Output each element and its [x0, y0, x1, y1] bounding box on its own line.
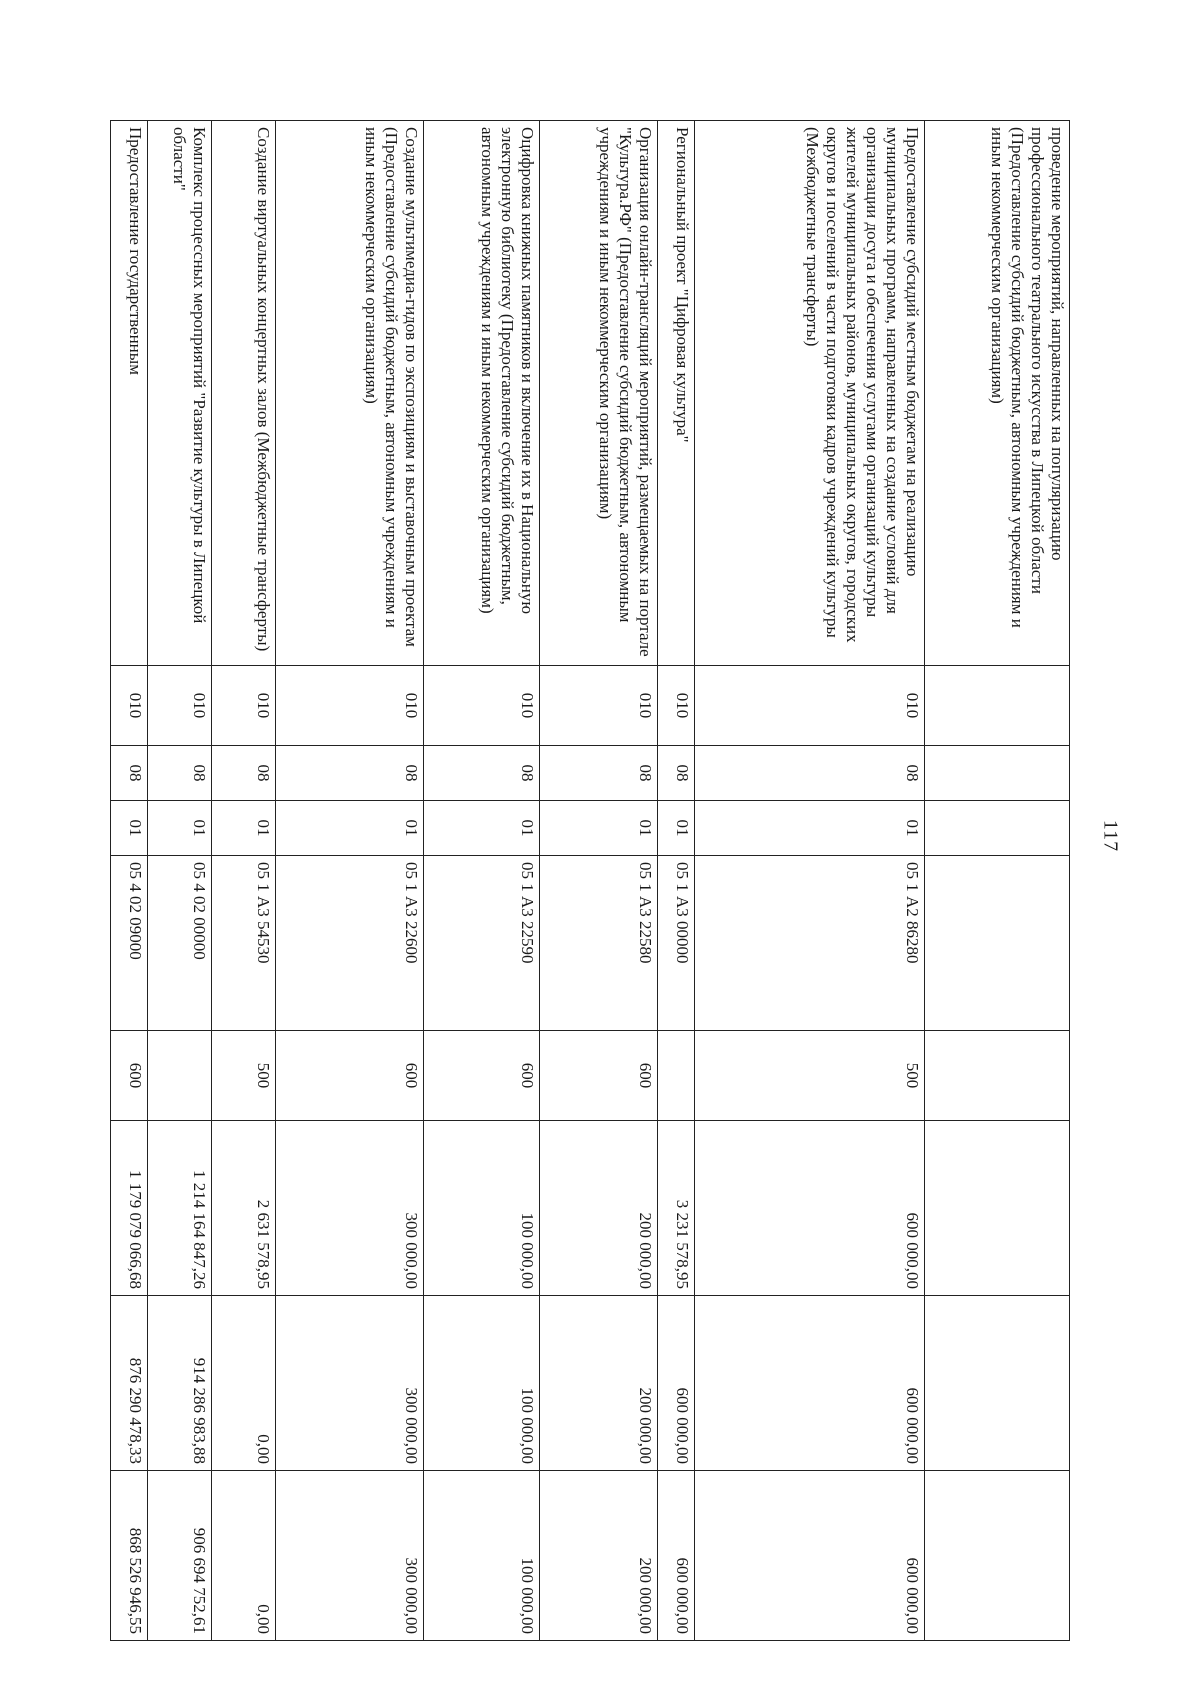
table-row	[924, 121, 1069, 1641]
cell-csr: 05 1 А3 22590	[424, 856, 540, 1031]
table-row	[276, 121, 424, 1641]
table-row	[424, 121, 540, 1641]
cell-year2: 600 000,00	[695, 1296, 924, 1471]
cell-name: Оцифровка книжных памятников и включение их в Национальную электронную библиотеку (Предоставление субсидий бюджетным, автономным учреждениям и иным некоммерческим организациям)	[424, 121, 540, 666]
cell-year1: 300 000,00	[276, 1121, 424, 1296]
cell-ved: 010	[658, 666, 695, 746]
cell-rz: 08	[540, 746, 658, 801]
cell-vr	[924, 1031, 1069, 1121]
budget-table	[110, 120, 1070, 1641]
cell-year1: 2 631 578,95	[212, 1121, 276, 1296]
cell-year2: 600 000,00	[658, 1296, 695, 1471]
cell-vr	[658, 1031, 695, 1121]
cell-rz: 08	[111, 746, 148, 801]
cell-name: Региональный проект "Цифровая культура"	[658, 121, 695, 666]
cell-year2: 0,00	[212, 1296, 276, 1471]
cell-year2	[924, 1296, 1069, 1471]
table-row	[111, 121, 148, 1641]
budget-table-body	[111, 121, 1070, 1641]
cell-year3: 600 000,00	[658, 1471, 695, 1641]
cell-csr	[924, 856, 1069, 1031]
cell-vr: 600	[540, 1031, 658, 1121]
cell-vr: 600	[111, 1031, 148, 1121]
cell-ved: 010	[111, 666, 148, 746]
cell-vr: 500	[212, 1031, 276, 1121]
cell-rz	[924, 746, 1069, 801]
cell-vr: 600	[424, 1031, 540, 1121]
cell-ved: 010	[695, 666, 924, 746]
cell-year3: 100 000,00	[424, 1471, 540, 1641]
cell-csr: 05 4 02 00000	[148, 856, 212, 1031]
cell-year1: 1 179 079 066,68	[111, 1121, 148, 1296]
table-row	[658, 121, 695, 1641]
cell-ved: 010	[540, 666, 658, 746]
cell-name: Предоставление государственным	[111, 121, 148, 666]
cell-pr: 01	[424, 801, 540, 856]
cell-csr: 05 1 А3 22600	[276, 856, 424, 1031]
cell-vr: 500	[695, 1031, 924, 1121]
cell-year1: 100 000,00	[424, 1121, 540, 1296]
cell-year3: 600 000,00	[695, 1471, 924, 1641]
cell-year1: 600 000,00	[695, 1121, 924, 1296]
page-number: 117	[1099, 819, 1122, 853]
cell-ved: 010	[148, 666, 212, 746]
cell-year2: 100 000,00	[424, 1296, 540, 1471]
cell-rz: 08	[276, 746, 424, 801]
table-row	[212, 121, 276, 1641]
cell-vr: 600	[276, 1031, 424, 1121]
cell-csr: 05 1 А3 00000	[658, 856, 695, 1031]
cell-year3	[924, 1471, 1069, 1641]
cell-name: Предоставление субсидий местным бюджетам на реализацию муниципальных программ, направленных на создание условий для организации досуга и обеспечения услугами организаций культуры жителей муниципальных районов, муниципальных округов, городских округов и поселений в части подготовки кадров учреждений культуры (Межбюджетные трансферты)	[695, 121, 924, 666]
cell-csr: 05 1 А2 86280	[695, 856, 924, 1031]
cell-ved: 010	[276, 666, 424, 746]
budget-table-sheet	[110, 120, 1070, 1640]
cell-pr: 01	[540, 801, 658, 856]
cell-year2: 200 000,00	[540, 1296, 658, 1471]
cell-year3: 0,00	[212, 1471, 276, 1641]
cell-year3: 906 694 752,61	[148, 1471, 212, 1641]
cell-pr: 01	[111, 801, 148, 856]
cell-year1: 1 214 164 847,26	[148, 1121, 212, 1296]
cell-csr: 05 4 02 09000	[111, 856, 148, 1031]
cell-ved: 010	[212, 666, 276, 746]
cell-pr: 01	[695, 801, 924, 856]
cell-rz: 08	[424, 746, 540, 801]
table-row	[540, 121, 658, 1641]
cell-year1	[924, 1121, 1069, 1296]
cell-name: Создание мультимедиа-гидов по экспозициям и выставочным проектам (Предоставление субсидий бюджетным, автономным учреждениям и иным некоммерческим организациям)	[276, 121, 424, 666]
cell-pr: 01	[212, 801, 276, 856]
cell-vr	[148, 1031, 212, 1121]
cell-ved: 010	[424, 666, 540, 746]
cell-pr: 01	[276, 801, 424, 856]
cell-year1: 3 231 578,95	[658, 1121, 695, 1296]
table-row	[695, 121, 924, 1641]
cell-year3: 300 000,00	[276, 1471, 424, 1641]
cell-rz: 08	[658, 746, 695, 801]
cell-pr: 01	[148, 801, 212, 856]
cell-name: проведение мероприятий, направленных на популяризацию профессионального театрального искусства в Липецкой области (Предоставление субсидий бюджетным, автономным учреждениям и иным некоммерческим организациям)	[924, 121, 1069, 666]
cell-year2: 300 000,00	[276, 1296, 424, 1471]
cell-csr: 05 1 А3 22580	[540, 856, 658, 1031]
cell-year2: 876 290 478,33	[111, 1296, 148, 1471]
cell-pr: 01	[658, 801, 695, 856]
cell-name: Комплекс процессных мероприятий "Развитие культуры в Липецкой области"	[148, 121, 212, 666]
cell-csr: 05 1 А3 54530	[212, 856, 276, 1031]
cell-rz: 08	[212, 746, 276, 801]
cell-pr	[924, 801, 1069, 856]
table-row	[148, 121, 212, 1641]
cell-name: Организация онлайн-трансляций мероприятий, размещаемых на портале "Культура.РФ" (Предоставление субсидий бюджетным, автономным учреждениям и иным некоммерческим организациям)	[540, 121, 658, 666]
cell-ved	[924, 666, 1069, 746]
cell-name: Создание виртуальных концертных залов (Межбюджетные трансферты)	[212, 121, 276, 666]
cell-year3: 868 526 946,55	[111, 1471, 148, 1641]
cell-year3: 200 000,00	[540, 1471, 658, 1641]
cell-rz: 08	[148, 746, 212, 801]
cell-year1: 200 000,00	[540, 1121, 658, 1296]
cell-year2: 914 286 983,88	[148, 1296, 212, 1471]
cell-rz: 08	[695, 746, 924, 801]
